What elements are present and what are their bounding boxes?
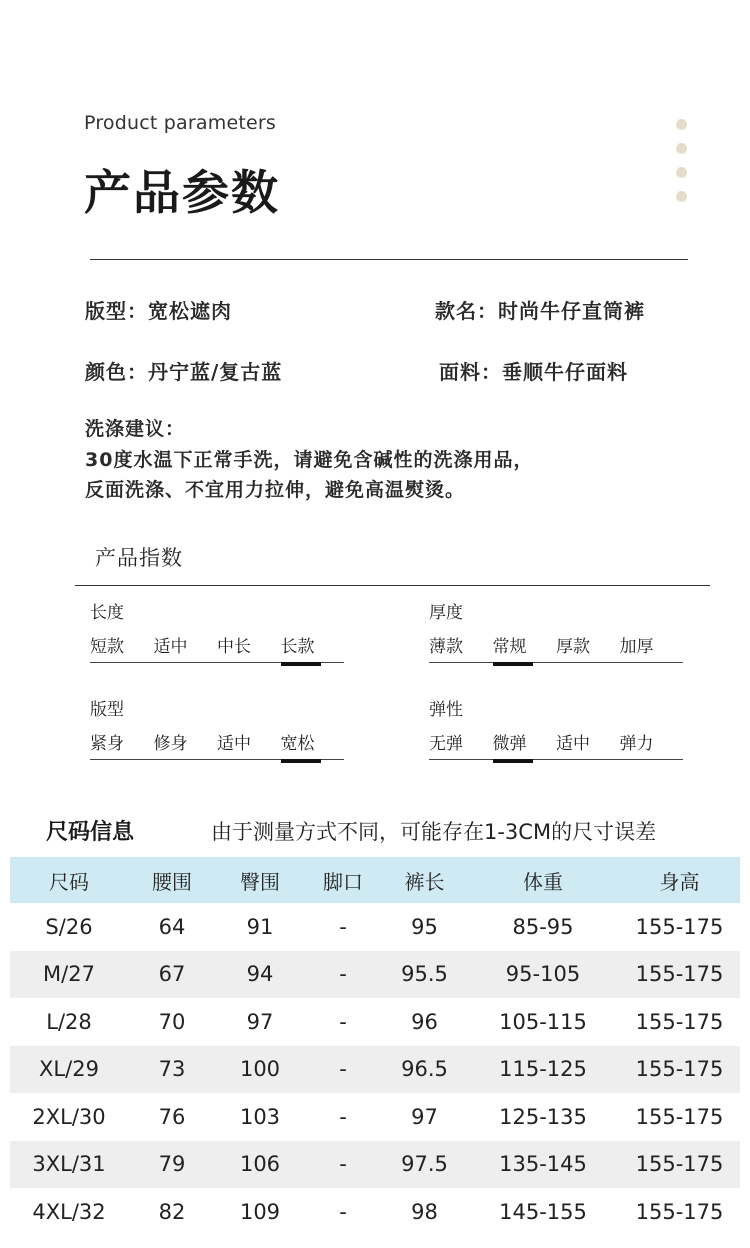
table-cell: 106	[216, 1141, 304, 1189]
table-cell: L/28	[46, 1009, 92, 1034]
table-cell: 103	[239, 1104, 281, 1129]
washing-line-2: 反面洗涤、不宜用力拉伸，避免高温熨烫。	[85, 479, 466, 501]
dot-icon	[676, 167, 687, 178]
dot-icon	[676, 143, 687, 154]
table-cell: 125-135	[499, 1104, 587, 1129]
table-row	[10, 1188, 740, 1236]
info-fabric: 面料：垂顺牛仔面料	[439, 360, 628, 384]
table-cell: -	[339, 914, 347, 939]
table-cell: S/26	[45, 914, 93, 939]
table-cell: 97.5	[382, 1141, 467, 1189]
table-row	[10, 998, 740, 1046]
index-option: 薄款	[429, 637, 463, 657]
index-option: 修身	[153, 734, 188, 754]
table-cell: 79	[128, 1141, 216, 1189]
table-cell: -	[339, 1199, 347, 1224]
size-title: 尺码信息	[46, 820, 135, 845]
dot-icon	[676, 119, 687, 130]
table-cell: -	[304, 951, 382, 999]
page-subtitle-en: Product parameters	[84, 112, 276, 134]
table-cell: 85-95	[512, 914, 574, 939]
table-cell: M/27	[10, 951, 128, 999]
table-cell: -	[304, 1046, 382, 1094]
table-row	[10, 1046, 740, 1094]
index-option: 短款	[90, 637, 124, 657]
table-cell: 155-175	[635, 914, 724, 939]
size-note: 由于测量方式不同，可能存在1-3CM的尺寸误差	[211, 820, 657, 844]
table-cell: 115-125	[467, 1046, 619, 1094]
table-cell: 2XL/30	[32, 1104, 106, 1129]
dot-icon	[676, 191, 687, 202]
index-option-selected: 常规	[493, 632, 557, 662]
index-options-length	[90, 632, 344, 663]
header-cell: 裤长	[382, 857, 467, 903]
page-title: 产品参数	[84, 166, 280, 221]
table-cell: 94	[216, 951, 304, 999]
table-cell: 155-175	[635, 1009, 724, 1034]
table-cell: 96.5	[382, 1046, 467, 1094]
header-cell: 脚口	[304, 857, 382, 903]
table-cell: 95.5	[382, 951, 467, 999]
table-cell: 97	[246, 1009, 274, 1034]
index-label-elasticity: 弹性	[429, 700, 463, 720]
info-style: 版型：宽松遮肉	[85, 299, 232, 323]
table-cell: 155-175	[635, 1199, 724, 1224]
size-table	[10, 857, 740, 1236]
index-divider	[75, 585, 710, 586]
table-cell: 105-115	[499, 1009, 587, 1034]
table-cell: 67	[128, 951, 216, 999]
size-table-header	[10, 857, 740, 903]
header-divider	[90, 259, 688, 260]
table-row	[10, 951, 740, 999]
table-cell: -	[339, 1104, 347, 1129]
index-option: 加厚	[619, 637, 654, 657]
index-label-length: 长度	[90, 603, 124, 623]
table-cell: 155-175	[619, 951, 740, 999]
index-option: 适中	[153, 637, 188, 657]
table-cell: 96	[411, 1009, 438, 1034]
header-cell: 腰围	[128, 857, 216, 903]
table-cell: 95	[411, 914, 438, 939]
table-cell: 4XL/32	[32, 1199, 106, 1224]
index-option: 厚款	[556, 637, 590, 657]
header-cell: 臀围	[216, 857, 304, 903]
table-cell: XL/29	[10, 1046, 128, 1094]
index-options-fit	[90, 729, 344, 760]
table-cell: -	[304, 1141, 382, 1189]
table-row	[10, 1093, 740, 1141]
header-cell: 体重	[467, 857, 619, 903]
index-options-thickness	[429, 632, 683, 663]
table-cell: 145-155	[499, 1199, 587, 1224]
table-cell: 95-105	[467, 951, 619, 999]
index-label-fit: 版型	[90, 700, 124, 720]
table-cell: 109	[239, 1199, 281, 1224]
header-cell: 身高	[619, 857, 740, 903]
index-option: 弹力	[619, 734, 654, 754]
index-option: 适中	[556, 734, 590, 754]
table-row	[10, 1141, 740, 1189]
info-name: 款名：时尚牛仔直筒裤	[435, 299, 645, 323]
table-cell: 82	[158, 1199, 186, 1224]
table-cell: 135-145	[467, 1141, 619, 1189]
index-option: 中长	[217, 637, 251, 657]
index-label-thickness: 厚度	[429, 603, 463, 623]
index-option-selected: 长款	[281, 632, 345, 662]
table-cell: 76	[158, 1104, 186, 1129]
index-options-elasticity	[429, 729, 683, 760]
table-cell: 70	[158, 1009, 186, 1034]
table-cell: -	[339, 1009, 347, 1034]
index-option-selected: 微弹	[493, 729, 557, 759]
table-cell: 73	[128, 1046, 216, 1094]
table-cell: 98	[411, 1199, 438, 1224]
table-cell: 155-175	[619, 1046, 740, 1094]
table-cell: 100	[216, 1046, 304, 1094]
washing-line-1: 30度水温下正常手洗，请避免含碱性的洗涤用品，	[85, 449, 534, 471]
index-option: 适中	[217, 734, 251, 754]
index-option-selected: 宽松	[281, 729, 345, 759]
table-cell: 3XL/31	[10, 1141, 128, 1189]
table-cell: 155-175	[619, 1141, 740, 1189]
index-option: 无弹	[429, 734, 463, 754]
info-color: 颜色：丹宁蓝/复古蓝	[85, 360, 283, 384]
washing-title: 洗涤建议：	[85, 418, 186, 440]
table-row	[10, 903, 740, 951]
table-cell: 91	[246, 914, 274, 939]
index-option: 紧身	[90, 734, 124, 754]
table-cell: 155-175	[635, 1104, 724, 1129]
table-cell: 64	[158, 914, 186, 939]
index-title: 产品指数	[95, 546, 183, 570]
table-cell: 97	[411, 1104, 438, 1129]
header-cell: 尺码	[10, 857, 128, 903]
decorative-dots	[676, 119, 688, 215]
